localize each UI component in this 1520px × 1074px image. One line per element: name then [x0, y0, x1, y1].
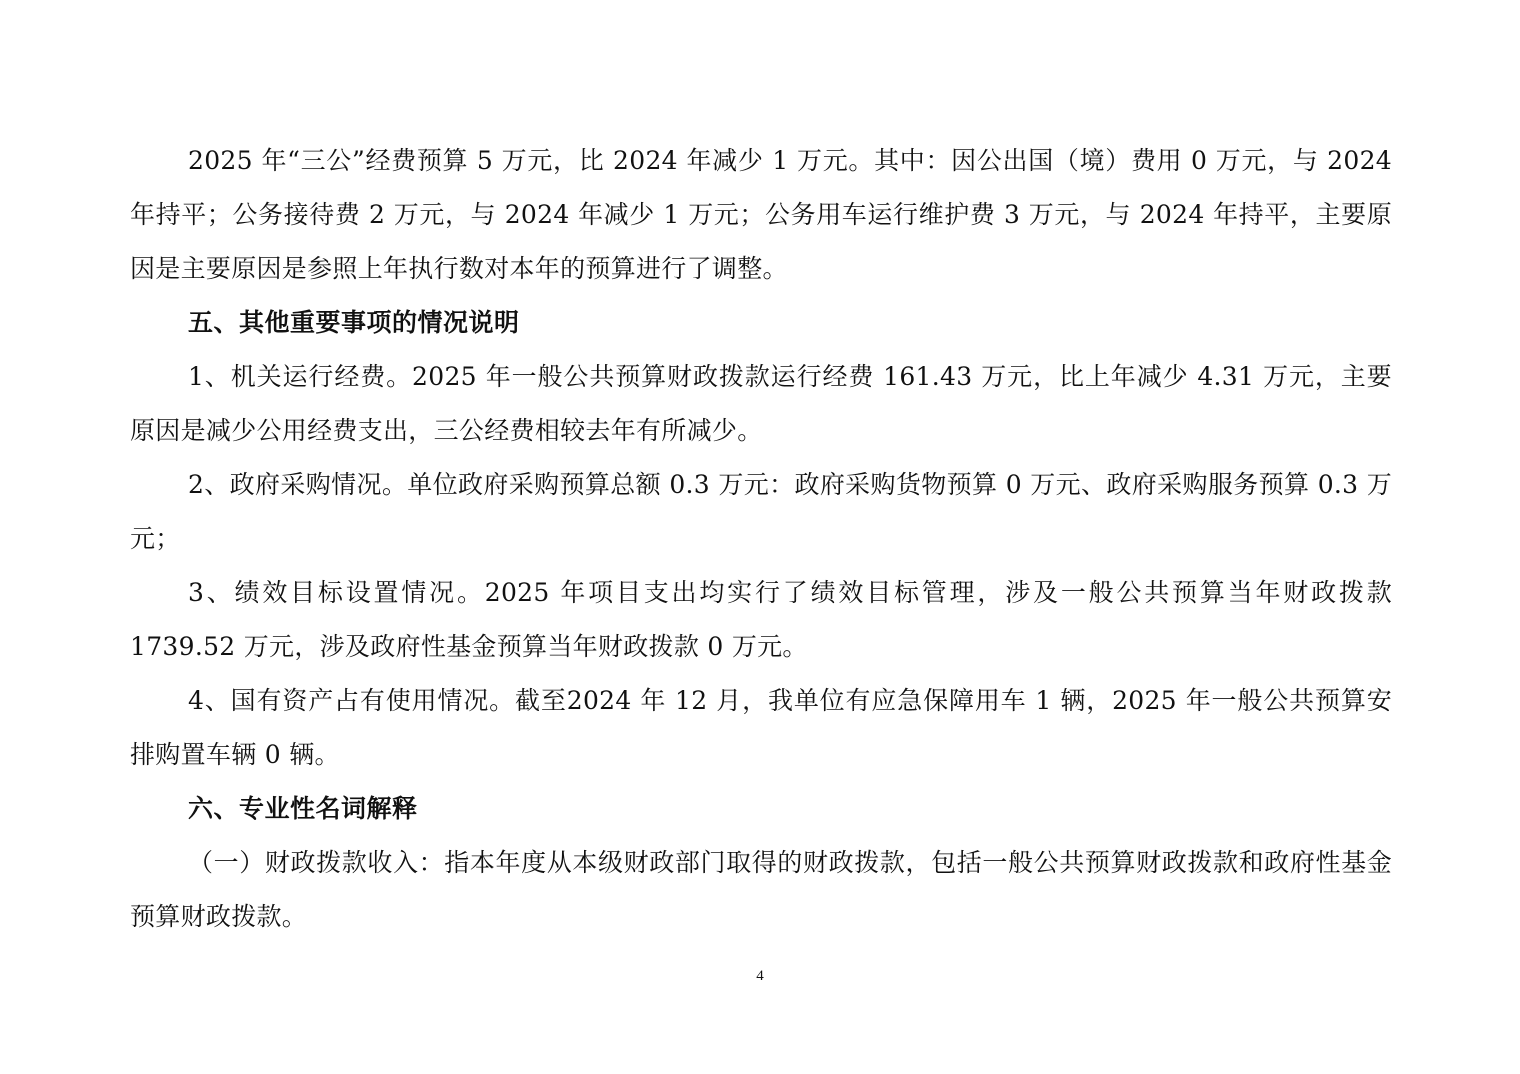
paragraph-three-public-expenses: 2025 年“三公”经费预算 5 万元，比 2024 年减少 1 万元。其中：因公出国（境）费用 0 万元，与 2024 年持平；公务接待费 2 万元，与 2024 年减少 1 万元；公务用车运行维护费 3 万元，与 2024 年持平，主要原因是主要原因是参照上年执行数对本年的预算进行了调整。 [130, 146, 1392, 283]
paragraph-performance-targets: 3、绩效目标设置情况。2025 年项目支出均实行了绩效目标管理，涉及一般公共预算当年财政拨款 1739.52 万元，涉及政府性基金预算当年财政拨款 0 万元。 [130, 578, 1392, 661]
paragraph-operating-expenses: 1、机关运行经费。2025 年一般公共预算财政拨款运行经费 161.43 万元，比上年减少 4.31 万元，主要原因是减少公用经费支出，三公经费相较去年有所减少。 [130, 362, 1392, 445]
page-number: 4 [756, 968, 764, 984]
paragraph-state-assets: 4、国有资产占有使用情况。截至2024 年 12 月，我单位有应急保障用车 1 辆，2025 年一般公共预算安排购置车辆 0 辆。 [130, 686, 1392, 769]
section-heading-terminology: 六、专业性名词解释 [188, 794, 418, 823]
paragraph-government-procurement: 2、政府采购情况。单位政府采购预算总额 0.3 万元：政府采购货物预算 0 万元、政府采购服务预算 0.3 万元； [130, 470, 1392, 553]
paragraph-fiscal-appropriation-income: （一）财政拨款收入：指本年度从本级财政部门取得的财政拨款，包括一般公共预算财政拨款和政府性基金预算财政拨款。 [130, 848, 1392, 931]
section-heading-other-matters: 五、其他重要事项的情况说明 [188, 308, 520, 337]
document-body [130, 134, 1392, 944]
